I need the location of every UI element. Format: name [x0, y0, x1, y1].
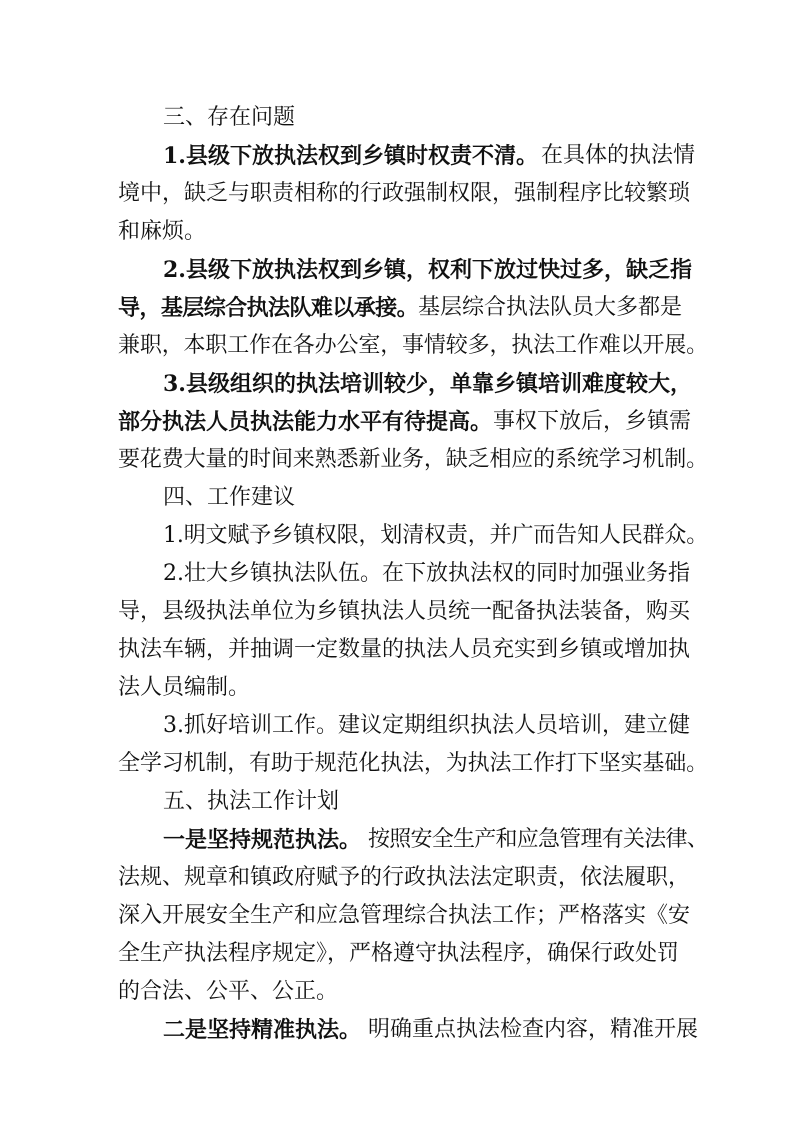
suggestion-2-line-4: [0, 668, 793, 708]
issue-3-text: 事权下放后，乡镇需: [493, 409, 692, 434]
section-heading-5-text: 五、执法工作计划: [163, 789, 340, 814]
plan-1-line-5: [0, 972, 793, 1012]
issue-2-line-1: [0, 250, 793, 290]
issue-3-line-1: [0, 364, 793, 404]
suggestion-3-text: 3.抓好培训工作。建议定期组织执法人员培训，建立健: [163, 713, 690, 738]
section-heading-4: [0, 478, 793, 518]
issue-3-text: 要花费大量的时间来熟悉新业务，缺乏相应的系统学习机制。: [118, 447, 708, 472]
plan-1-bold-title: 一是坚持规范执法。: [163, 827, 362, 853]
suggestion-2-line-2: [0, 592, 793, 632]
issue-1-text: 和麻烦。: [118, 219, 207, 244]
plan-1-text: 全生产执法程序规定》，严格遵守执法程序，确保行政处罚: [118, 941, 680, 966]
section-heading-3: [0, 98, 793, 138]
issue-1-line-3: [0, 212, 793, 252]
section-heading-4-text: 四、工作建议: [163, 485, 296, 510]
issue-2-bold-title: 导，基层综合执法队难以承接。: [118, 295, 419, 321]
plan-1-line-1: [0, 820, 793, 860]
suggestion-3-text: 全学习机制，有助于规范化执法，为执法工作打下坚实基础。: [118, 751, 708, 776]
suggestion-2-text: 导，县级执法单位为乡镇执法人员统一配备执法装备，购买: [118, 599, 691, 624]
section-heading-3-text: 三、存在问题: [163, 105, 296, 130]
plan-1-text: 的合法、公平、公正。: [118, 979, 339, 1004]
issue-1-bold-title: 1.县级下放执法权到乡镇时权责不清。: [163, 143, 538, 169]
suggestion-2-text: 执法车辆，并抽调一定数量的执法人员充实到乡镇或增加执: [118, 637, 691, 662]
issue-2-text: 基层综合执法队员大多都是: [418, 295, 683, 320]
suggestion-3-line-1: [0, 706, 793, 746]
issue-1-line-2: [0, 174, 793, 214]
issue-2-line-3: [0, 326, 793, 366]
issue-2-text: 兼职，本职工作在各办公室，事情较多，执法工作难以开展。: [118, 333, 708, 358]
plan-1-text: 法规、规章和镇政府赋予的行政执法法定职责，依法履职，: [118, 865, 691, 890]
issue-1-text: 在具体的执法情: [541, 143, 696, 168]
plan-1-line-3: [0, 896, 793, 936]
suggestion-2-line-3: [0, 630, 793, 670]
issue-3-bold-title: 部分执法人员执法能力水平有待提高。: [118, 409, 493, 435]
issue-3-line-2: [0, 402, 793, 442]
suggestion-1: [0, 516, 793, 556]
plan-2-bold-title: 二是坚持精准执法。: [163, 1017, 362, 1043]
issue-3-line-3: [0, 440, 793, 480]
section-heading-5: [0, 782, 793, 822]
issue-3-bold-title: 3.县级组织的执法培训较少，单靠乡镇培训难度较大，: [163, 371, 692, 397]
plan-1-text: 深入开展安全生产和应急管理综合执法工作；严格落实《安: [118, 903, 691, 928]
suggestion-1-text: 1.明文赋予乡镇权限，划清权责，并广而告知人民群众。: [163, 523, 709, 548]
suggestion-2-line-1: [0, 554, 793, 594]
issue-1-text: 境中，缺乏与职责相称的行政强制权限，强制程序比较繁琐: [118, 181, 691, 206]
plan-1-line-2: [0, 858, 793, 898]
suggestion-2-text: 2.壮大乡镇执法队伍。在下放执法权的同时加强业务指: [163, 561, 690, 586]
plan-2-text: 明确重点执法检查内容，精准开展: [368, 1017, 699, 1042]
issue-1-line-1: [0, 136, 793, 176]
issue-2-line-2: [0, 288, 793, 328]
suggestion-2-text: 法人员编制。: [118, 675, 251, 700]
plan-1-line-4: [0, 934, 793, 974]
suggestion-3-line-2: [0, 744, 793, 784]
plan-1-text: 按照安全生产和应急管理有关法律、: [368, 827, 709, 852]
plan-2-line-1: [0, 1010, 793, 1050]
issue-2-bold-title: 2.县级下放执法权到乡镇，权利下放过快过多，缺乏指: [163, 257, 692, 283]
